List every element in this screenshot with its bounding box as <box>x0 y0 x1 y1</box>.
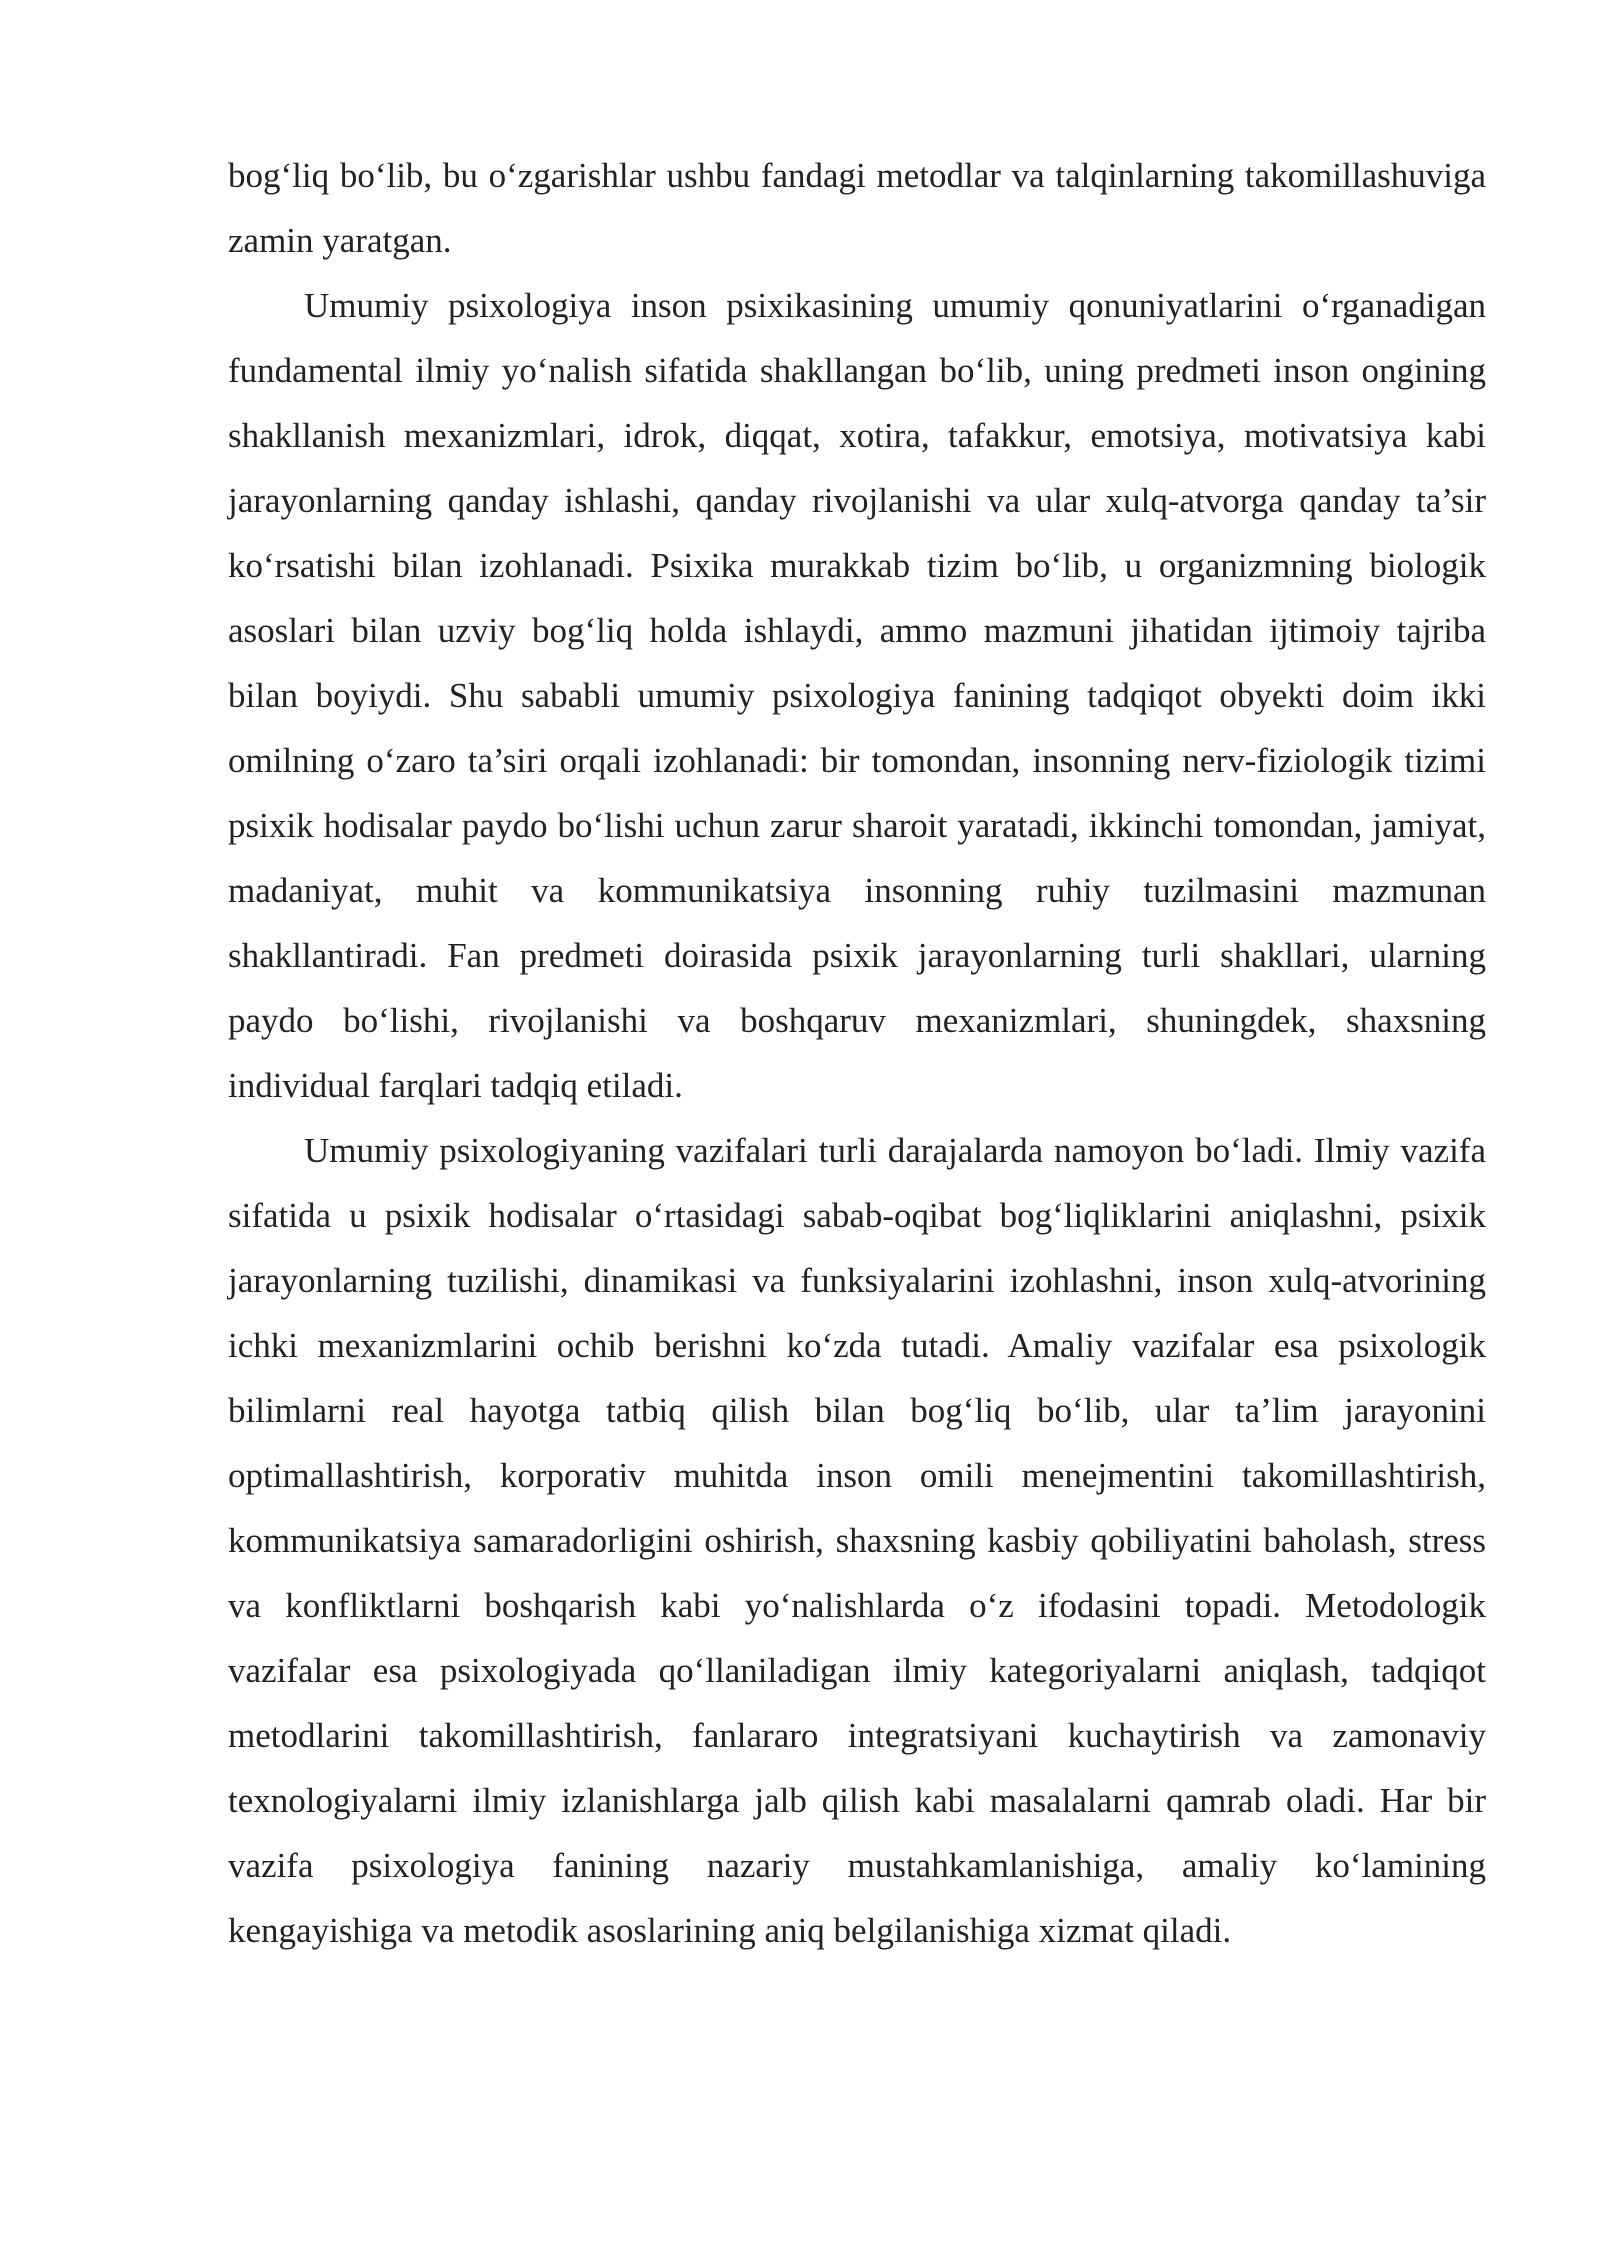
paragraph-continuation: bog‘liq bo‘lib, bu o‘zgarishlar ushbu fandagi metodlar va talqinlarning takomillashuviga zamin yaratgan. <box>228 156 1486 260</box>
document-body <box>228 143 1486 1963</box>
paragraph-tasks: Umumiy psixologiyaning vazifalari turli darajalarda namoyon bo‘ladi. Ilmiy vazifa sifatida u psixik hodisalar o‘rtasidagi sabab-oqibat bog‘liqliklarini aniqlashni, psixik jarayonlarning tuzilishi, dinamikasi va funksiyalarini izohlashni, inson xulq-atvorining ichki mexanizmlarini ochib berishni ko‘zda tutadi. Amaliy vazifalar esa psixologik bilimlarni real hayotga tatbiq qilish bilan bog‘liq bo‘lib, ular ta’lim jarayonini optimallashtirish, korporativ muhitda inson omili menejmentini takomillashtirish, kommunikatsiya samaradorligini oshirish, shaxsning kasbiy qobiliyatini baholash, stress va konfliktlarni boshqarish kabi yo‘nalishlarda o‘z ifodasini topadi. Metodologik vazifalar esa psixologiyada qo‘llaniladigan ilmiy kategoriyalarni aniqlash, tadqiqot metodlarini takomillashtirish, fanlararo integratsiyani kuchaytirish va zamonaviy texnologiyalarni ilmiy izlanishlarga jalb qilish kabi masalalarni qamrab oladi. Har bir vazifa psixologiya fanining nazariy mustahkamlanishiga, amaliy ko‘lamining kengayishiga va metodik asoslarining aniq belgilanishiga xizmat qiladi. <box>228 1131 1486 1950</box>
paragraph-subject: Umumiy psixologiya inson psixikasining umumiy qonuniyatlarini o‘rganadigan fundamental ilmiy yo‘nalish sifatida shakllangan bo‘lib, uning predmeti inson ongining shakllanish mexanizmlari, idrok, diqqat, xotira, tafakkur, emotsiya, motivatsiya kabi jarayonlarning qanday ishlashi, qanday rivojlanishi va ular xulq-atvorga qanday ta’sir ko‘rsatishi bilan izohlanadi. Psixika murakkab tizim bo‘lib, u organizmning biologik asoslari bilan uzviy bog‘liq holda ishlaydi, ammo mazmuni jihatidan ijtimoiy tajriba bilan boyiydi. Shu sababli umumiy psixologiya fanining tadqiqot obyekti doim ikki omilning o‘zaro ta’siri orqali izohlanadi: bir tomondan, insonning nerv-fiziologik tizimi psixik hodisalar paydo bo‘lishi uchun zarur sharoit yaratadi, ikkinchi tomondan, jamiyat, madaniyat, muhit va kommunikatsiya insonning ruhiy tuzilmasini mazmunan shakllantiradi. Fan predmeti doirasida psixik jarayonlarning turli shakllari, ularning paydo bo‘lishi, rivojlanishi va boshqaruv mexanizmlari, shuningdek, shaxsning individual farqlari tadqiq etiladi. <box>228 286 1486 1105</box>
